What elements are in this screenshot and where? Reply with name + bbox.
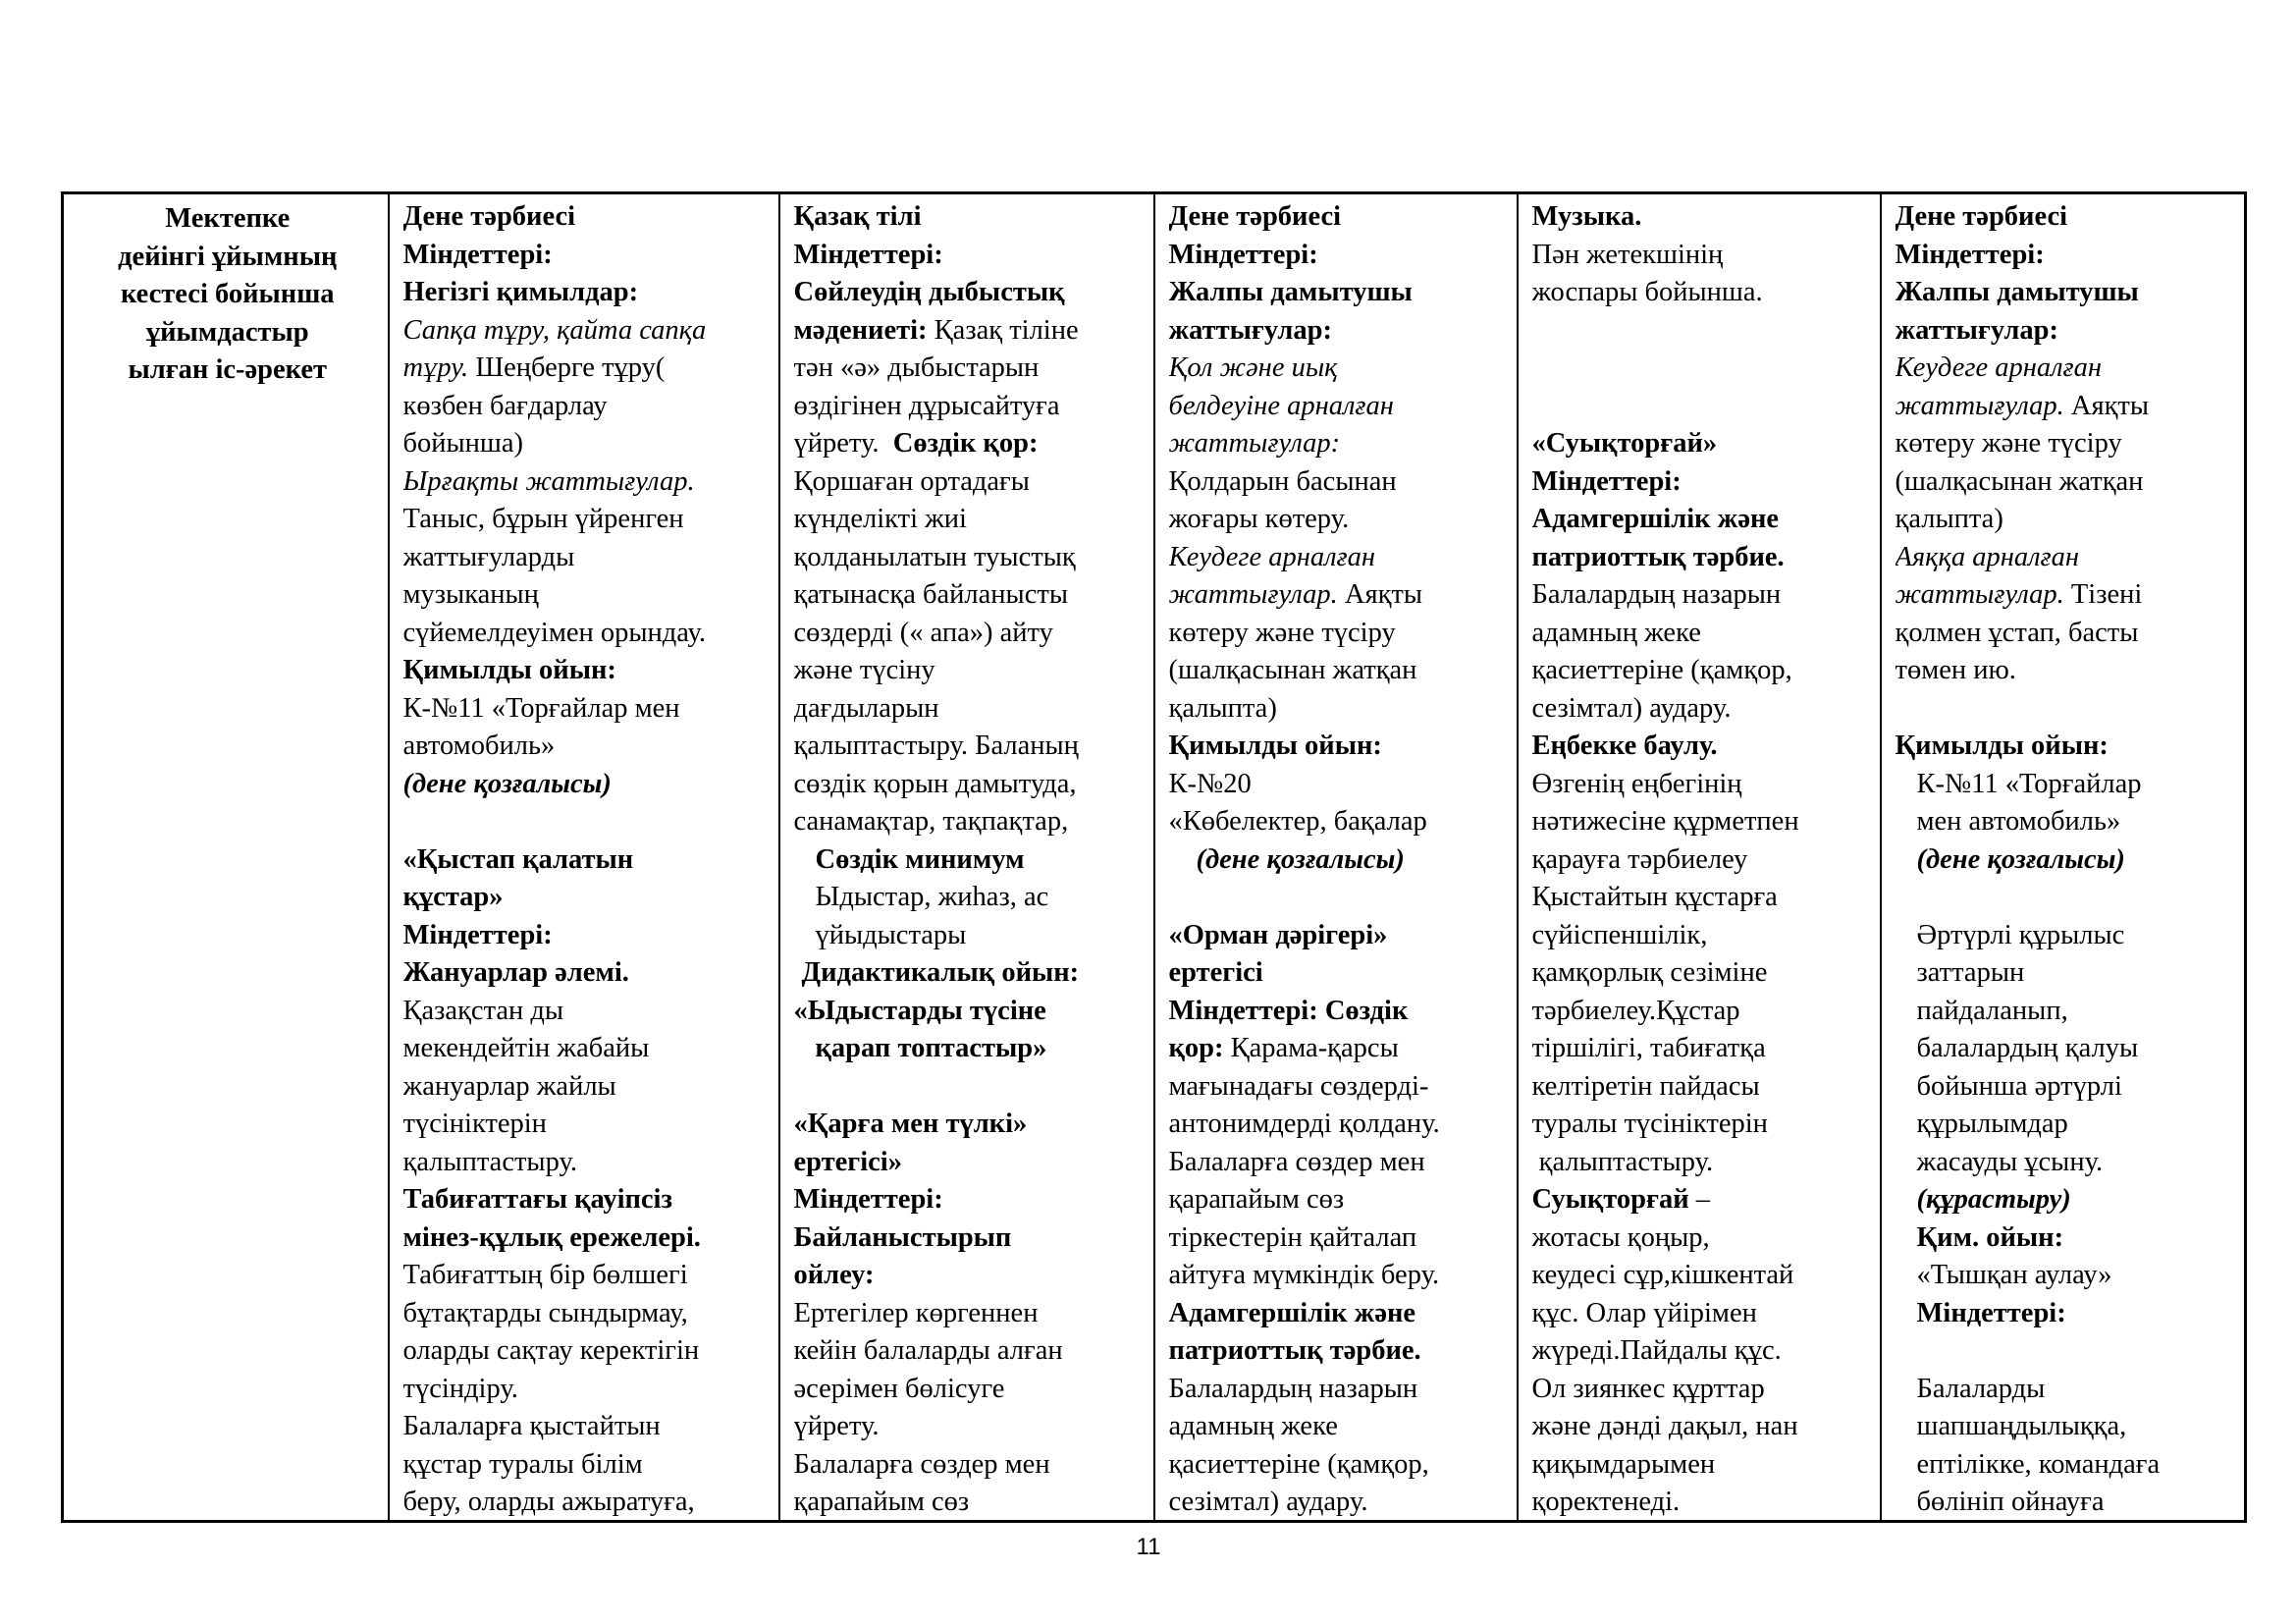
page-number: 11 [1136,1534,1161,1560]
activity-cell-music [1518,193,1881,1522]
text-line: шапшаңдылыққа, [1916,1411,2127,1441]
section-heading: Сөздік минимум [815,843,1025,875]
row-header-line: дейінгі ұйымның [118,241,338,272]
text-line: заттарын [1916,957,2025,988]
text-line: К-№11 «Торғайлар мен [402,692,680,724]
tasks-heading: Міндеттері: [1531,465,1682,497]
text-line: қатынасқа байланысты [793,579,1068,610]
topic-title: ертегісі» [793,1146,902,1177]
text-line: сөздік қорын дамытуда, [793,768,1077,799]
text-line: және түсіну [793,655,935,685]
tasks-heading: Міндеттері: [1895,239,2045,270]
text-line: әсерімен бөлісуге [793,1373,1005,1404]
text-line: жануарлар жайлы [402,1070,616,1102]
section-heading: Табиғаттағы қауіпсіз [402,1184,672,1215]
tasks-heading: Міндеттері: [793,239,943,270]
section-heading: Адамгершілік және [1531,504,1780,534]
text-line: түсіндіру. [402,1373,518,1404]
text-line: «Тышқан аулау» [1916,1260,2112,1290]
text-line: адамның жеке [1531,617,1701,648]
topic-title: «Орман дәрігері» [1168,919,1388,950]
text-line: қарауға тәрбиелеу [1531,843,1748,875]
section-heading: Қимылды ойын: [1168,731,1382,761]
row-header-line: ұйымдастыр [145,316,309,348]
text-line: жаттығулар. Аяқты [1168,579,1423,610]
section-heading: Жалпы дамытушы [1168,277,1413,307]
text-line: Кеудеге арналған [1895,352,2103,383]
text-line: жоғары көтеру. [1168,504,1350,534]
text-line: сүйіспеншілік, [1531,919,1708,950]
text-line: жаттығулар. Тізені [1895,579,2143,610]
text-line: Қол және иық [1168,352,1338,383]
topic-title: құстар» [402,882,504,912]
text-line: қасиеттеріне (қамқор, [1168,1448,1429,1480]
text-line: Аяққа арналған [1895,541,2080,572]
schedule-table [61,191,2247,1523]
text-line: күнделікті жиі [793,504,967,534]
text-line: үйрету. [793,1411,880,1441]
text-line: балалардың қалуы [1916,1033,2139,1063]
text-line: қолмен ұстап, басты [1895,617,2139,648]
subject-title: Дене тәрбиесі [402,201,576,232]
text-line: Пән жетекшінің [1531,239,1724,270]
section-heading: Жалпы дамытушы [1895,277,2139,307]
text-line: келтіретін пайдасы [1531,1070,1760,1102]
activity-cell-physical-education [389,193,779,1522]
text-line: беру, оларды ажыратуға, [402,1487,695,1517]
text-line: сүйемелдеуімен орындау. [402,617,707,648]
game-title: «Ыдыстарды түсіне [793,995,1046,1026]
text-line: Балалардың назарын [1168,1373,1418,1404]
text-line: дағдыларын [793,692,939,724]
subject-title: Қазақ тілі [793,201,922,232]
text-line: жаттығулар. Аяқты [1895,390,2150,421]
topic-title: «Қарға мен түлкі» [793,1109,1028,1139]
section-heading: ойлеу: [793,1260,875,1290]
text-line: үйрету. Сөздік қор: [793,428,1039,459]
text-line: сезімтал) аудару. [1531,692,1732,724]
text-line: мәдениеті: Қазақ тіліне [793,314,1079,346]
text-line: «Көбелектер, бақалар [1168,806,1427,837]
text-line: бөлініп ойнауға [1916,1487,2105,1517]
subject-title: Музыка. [1531,201,1642,232]
text-line: қалыптастыру. [1531,1146,1714,1177]
row-header-line: Мектепке [165,203,291,234]
text-line: өздігінен дұрысайтуға [793,390,1060,421]
section-heading: патриоттық тәрбие. [1168,1335,1421,1366]
subject-title: Дене тәрбиесі [1895,201,2068,232]
section-heading: Негізгі қимылдар: [402,277,639,307]
row-header-line: кестесі бойынша [120,279,335,309]
text-line: тән «ә» дыбыстарын [793,352,1040,383]
section-heading: Дидактикалық ойын: [801,957,1080,988]
tasks-heading: Міндеттері: [793,1184,943,1215]
text-line: көзбен бағдарлау [402,390,608,421]
text-line: (шалқасынан жатқан [1168,655,1417,685]
text-line: К-№11 «Торғайлар [1916,768,2142,799]
section-heading: Байланыстырып [793,1221,1012,1253]
text-line: Қыстайтын құстарға [1531,882,1778,912]
text-line: туралы түсініктерін [1531,1109,1768,1139]
text-line: бұтақтарды сындырмау, [402,1297,688,1328]
text-line: Әртүрлі құрылыс [1916,919,2125,950]
text-line: сезімтал) аудару. [1168,1487,1368,1517]
text-line: көтеру және түсіру [1895,428,2122,459]
text-line: Балаларға сөздер мен [793,1448,1050,1480]
text-line: бойынша) [402,428,523,459]
text-line: жоспары бойынша. [1531,277,1763,307]
section-heading: Еңбекке баулу. [1531,731,1718,761]
text-line: қиқымдарымен [1531,1448,1716,1480]
text-line: антонимдерді қолдану. [1168,1109,1440,1139]
text-line: жаттығуларды [402,541,575,572]
text-line: қалыптастыру. [402,1146,577,1177]
text-line: қамқорлық сезіміне [1531,957,1768,988]
text-line: кеудесі сұр,кішкентай [1531,1260,1794,1290]
text-line: Ыдыстар, жиһаз, ас [815,882,1049,912]
tasks-heading: Міндеттері: [1168,239,1318,270]
text-line: бойынша әртүрлі [1916,1070,2122,1102]
text-line: жаттығулар: [1168,428,1341,459]
text-line: (шалқасынан жатқан [1895,465,2144,497]
text-line: Табиғаттың бір бөлшегі [402,1260,688,1290]
text-line: Суықторғай – [1531,1184,1711,1215]
tasks-heading: Міндеттері: [402,919,553,950]
tasks-heading: Міндеттері: Сөздік [1168,995,1409,1026]
section-heading: патриоттық тәрбие. [1531,541,1785,572]
text-line: тіркестерін қайталап [1168,1221,1417,1253]
section-heading: Адамгершілік және [1168,1297,1416,1328]
text-line: Таныс, бұрын үйренген [402,504,684,534]
text-line: қор: Қарама-қарсы [1168,1033,1399,1063]
section-heading: мінез-құлық ережелері. [402,1221,701,1253]
activity-cell-physical-education-2 [1154,193,1518,1522]
text-line: айтуға мүмкіндік беру. [1168,1260,1440,1290]
text-line: қолданылатын туыстық [793,541,1076,572]
text-line: мекендейтін жабайы [402,1033,650,1063]
text-line: қасиеттеріне (қамқор, [1531,655,1792,685]
text-line: нәтижесіне құрметпен [1531,806,1799,837]
activity-cell-kazakh-language [779,193,1154,1522]
text-line: және дәнді дақыл, нан [1531,1411,1798,1441]
text-line: пайдаланып, [1916,995,2068,1026]
text-line: құстар туралы білім [402,1448,643,1480]
text-line: Балаларды [1916,1373,2046,1404]
text-line: жүреді.Пайдалы құс. [1531,1335,1782,1366]
text-line: жасауды ұсыну. [1916,1146,2104,1177]
text-line: түсініктерін [402,1109,547,1139]
text-line: мен автомобиль» [1916,806,2121,837]
text-line: қалыпта) [1168,692,1277,724]
text-line: құрылымдар [1916,1109,2068,1139]
text-line: Кеудеге арналған [1168,541,1376,572]
topic-title: «Суықторғай» [1531,428,1718,459]
text-line: (дене қозғалысы) [1916,843,2125,875]
text-line: Балалардың назарын [1531,579,1782,610]
text-line: автомобиль» [402,731,556,761]
text-line: Қолдарын басынан [1168,465,1397,497]
text-line: Сапқа тұру, қайта сапқа [402,314,707,346]
section-heading: жаттығулар: [1895,314,2058,346]
text-line: ептілікке, командаға [1916,1448,2161,1480]
text-line: (дене қозғалысы) [402,768,612,799]
text-line: адамның жеке [1168,1411,1338,1441]
subject-title: Дене тәрбиесі [1168,201,1342,232]
text-line: қарапайым сөз [793,1487,970,1517]
text-line: қалыпта) [1895,504,2003,534]
text-line: белдеуіне арналған [1168,390,1394,421]
section-heading: Сөйлеудің дыбыстық [793,277,1065,307]
text-line: (дене қозғалысы) [1196,843,1405,875]
text-line: (құрастыру) [1916,1184,2071,1215]
activity-cell-physical-education-3 [1881,193,2246,1522]
text-line: санамақтар, тақпақтар, [793,806,1069,837]
text-line: үйыдыстары [815,919,967,950]
text-line: сөздерді (« апа») айту [793,617,1053,648]
text-line: Балаларға қыстайтын [402,1411,661,1441]
text-line: тәрбиелеу.Құстар [1531,995,1740,1026]
text-line: тұру. Шеңберге тұру( [402,352,666,383]
text-line: тіршілігі, табиғатқа [1531,1033,1766,1063]
row-header-cell [63,193,389,1522]
text-line: қоректенеді. [1531,1487,1681,1517]
text-line: Балаларға сөздер мен [1168,1146,1425,1177]
text-line: Ырғақты жаттығулар. [402,465,695,497]
game-title: қарап топтастыр» [815,1033,1047,1063]
text-line: төмен ию. [1895,655,2016,685]
topic-title: ертегісі [1168,957,1263,988]
section-heading: Қим. ойын: [1916,1221,2064,1253]
text-line: Қоршаған ортадағы [793,465,1030,497]
tasks-heading: Міндеттері: [402,239,553,270]
text-line: кейін балаларды алған [793,1335,1063,1366]
text-line: көтеру және түсіру [1168,617,1396,648]
table-row [63,193,2246,1522]
text-line: құс. Олар үйірімен [1531,1297,1757,1328]
topic-title: «Қыстап қалатын [402,843,634,875]
text-line: музыканың [402,579,539,610]
text-line: жотасы қоңыр, [1531,1221,1710,1253]
text-line: Ертегілер көргеннен [793,1297,1039,1328]
text-line: Өзгенің еңбегінің [1531,768,1742,799]
section-heading: Қимылды ойын: [402,655,616,685]
text-line: қалыптастыру. Баланың [793,731,1079,761]
tasks-heading: Міндеттері: [1916,1297,2066,1328]
text-line: К-№20 [1168,768,1252,799]
text-line: қарапайым сөз [1168,1184,1345,1215]
row-header-line: ылған іс-әрекет [128,354,328,385]
section-heading: Қимылды ойын: [1895,731,2109,761]
text-line: Қазақстан ды [402,995,564,1026]
section-heading: Жануарлар әлемі. [402,957,629,988]
text-line: мағынадағы сөздерді- [1168,1070,1429,1102]
section-heading: жаттығулар: [1168,314,1332,346]
text-line: оларды сақтау керектігін [402,1335,700,1366]
text-line: Ол зиянкес құрттар [1531,1373,1765,1404]
